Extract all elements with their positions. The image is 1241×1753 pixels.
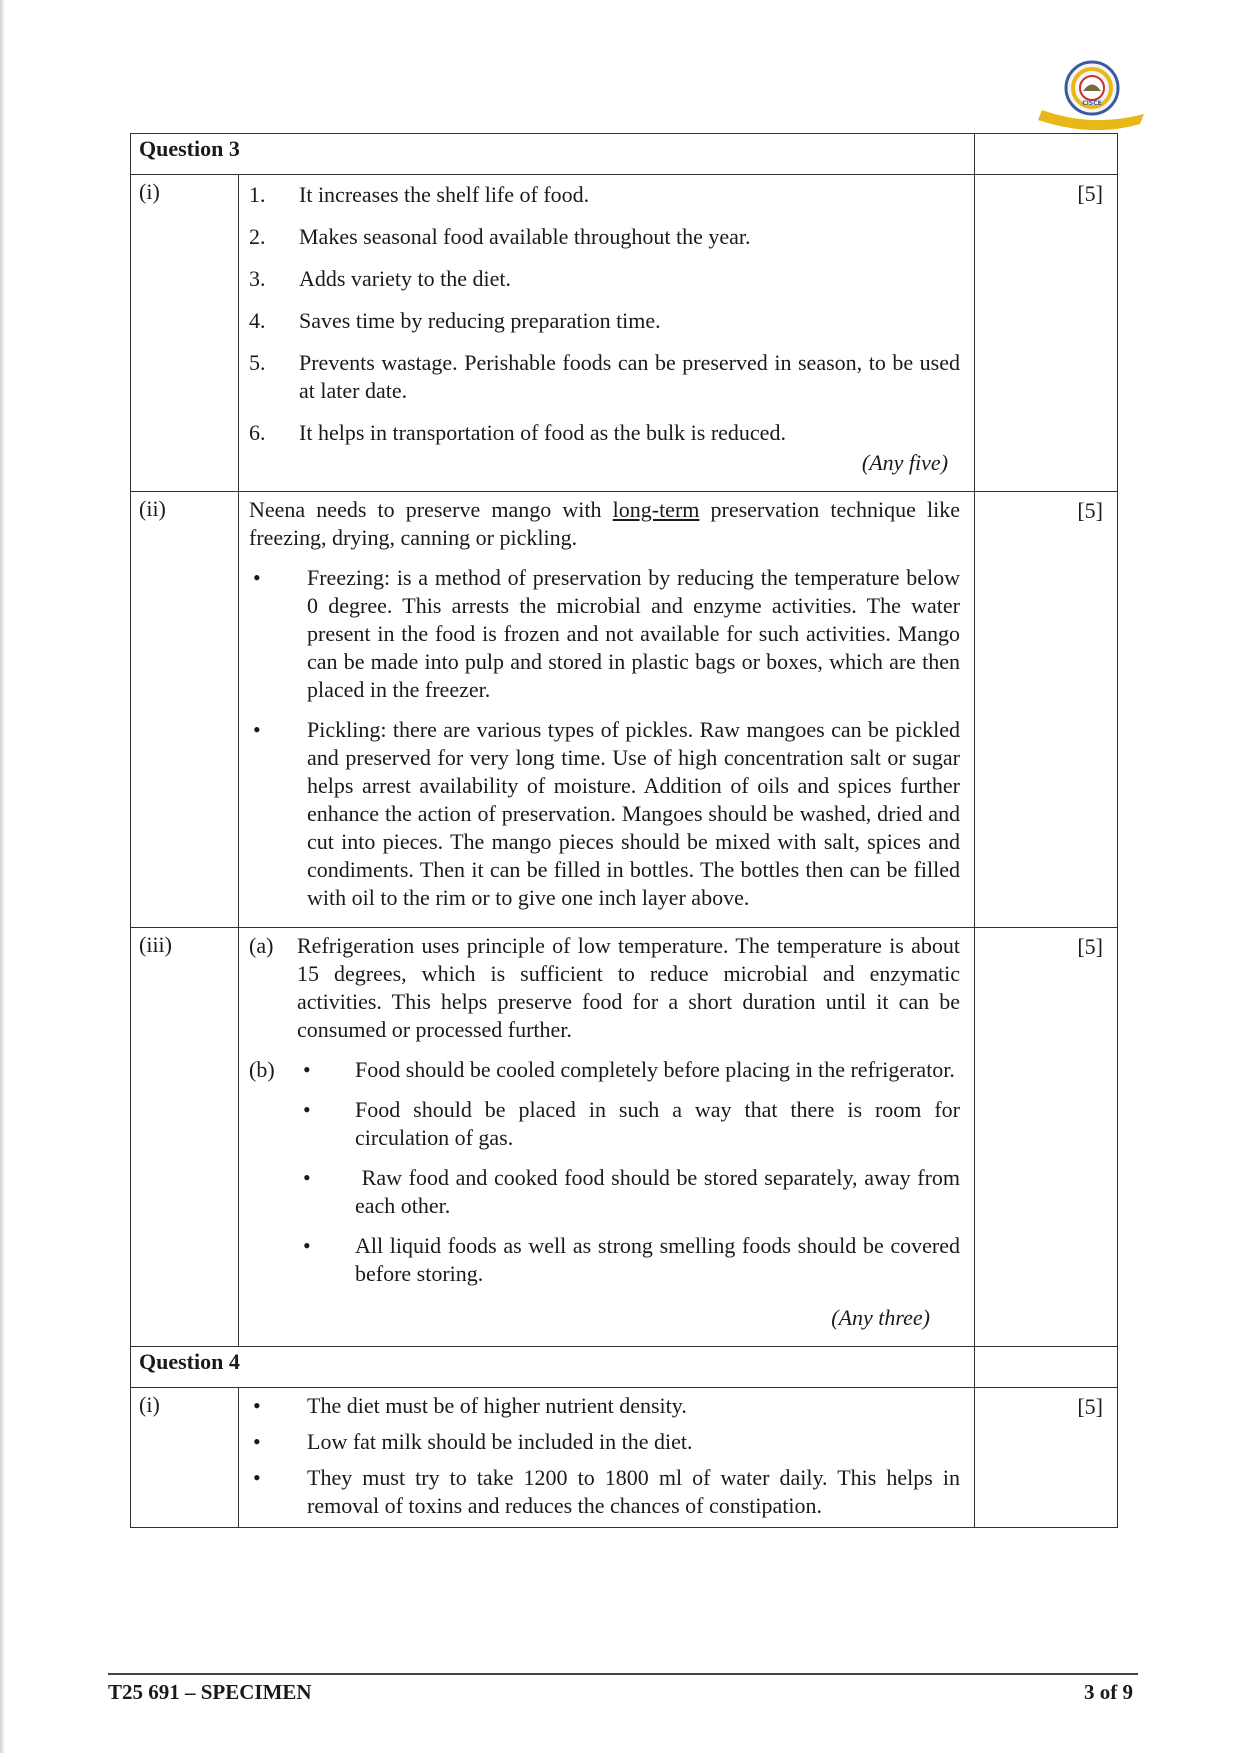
item-text: It increases the shelf life of food. <box>299 182 590 207</box>
bullet-text: Pickling: there are various types of pickles. Raw mangoes can be pickled and preserved for very long time. Use of high concentration salt or sugar helps arrest availability of moisture. Addition of oils and spices further enhance the action of preservation. Mangoes should be washed, dried and cut into pieces. The mango pieces should be mixed with salt, spices and condiments. Then it can be filled in bottles. The bottles then can be filled with oil to the rim or to give one inch layer above. <box>307 717 961 910</box>
item-text: Prevents wastage. Perishable foods can be preserved in season, to be used at later date. <box>299 350 961 403</box>
bullet-text: Low fat milk should be included in the diet. <box>307 1429 693 1454</box>
part-number: (ii) <box>139 496 166 521</box>
q4-part-i-row <box>131 1388 1118 1528</box>
marks-label: [5] <box>1077 181 1104 206</box>
bullet-icon: • <box>253 717 261 742</box>
bullet-text: The diet must be of higher nutrient density. <box>307 1393 687 1418</box>
sub-label: (b) <box>249 1057 275 1082</box>
part-number: (i) <box>139 1392 160 1417</box>
part-number: (i) <box>139 179 160 204</box>
underlined-term: long-term <box>612 497 700 522</box>
question-3-heading: Question 3 <box>131 134 975 175</box>
question-4-heading: Question 4 <box>131 1347 975 1388</box>
q3-part-i-row <box>131 175 1118 492</box>
bullet-icon: • <box>303 1233 311 1258</box>
bullet-freezing <box>249 564 960 704</box>
q3-part-ii-row <box>131 492 1118 928</box>
any-five-note: (Any five) <box>861 450 949 475</box>
answer-body <box>239 1392 974 1524</box>
list-item <box>249 307 960 335</box>
bullet-icon: • <box>253 1465 261 1490</box>
bullet-item <box>297 1096 960 1152</box>
list-item <box>249 223 960 251</box>
sub-label: (a) <box>249 933 274 958</box>
list-item <box>249 181 960 209</box>
bullet-item <box>297 1164 966 1220</box>
question-4-heading-row <box>131 1347 1118 1388</box>
item-number: 2. <box>249 224 266 249</box>
footer-divider <box>108 1673 1138 1675</box>
bullet-text: Food should be cooled completely before placing in the refrigerator. <box>355 1057 955 1082</box>
list-item <box>249 265 960 293</box>
bullet-icon: • <box>253 1429 261 1454</box>
marks-cell-empty <box>975 134 1118 175</box>
paper-code: T25 691 – SPECIMEN <box>108 1680 312 1704</box>
bullet-text: All liquid foods as well as strong smelling foods should be covered before storing. <box>355 1233 961 1286</box>
bullet-text: Food should be placed in such a way that there is room for circulation of gas. <box>355 1097 961 1150</box>
scan-edge <box>0 0 5 1753</box>
list-item <box>249 419 960 447</box>
any-three-note: (Any three) <box>831 1305 931 1330</box>
intro-text-start: Neena needs to preserve mango with <box>249 497 613 522</box>
answer-body <box>239 928 974 1346</box>
numbered-list <box>239 175 974 491</box>
page-number: 3 of 9 <box>1084 1680 1133 1704</box>
bullet-icon: • <box>303 1057 311 1082</box>
sub-text: Refrigeration uses principle of low temperature. The temperature is about 15 degrees, which is sufficient to reduce microbial and enzymatic activities. This helps preserve food for a short duration until it can be consumed or processed further. <box>297 933 961 1042</box>
cisce-logo <box>1036 58 1148 136</box>
item-text: Makes seasonal food available throughout the year. <box>299 224 751 249</box>
bullet-text: Freezing: is a method of preservation by reducing the temperature below 0 degree. This arrests the microbial and enzyme activities. The water present in the food is frozen and not available for such activities. Mango can be made into pulp and stored in plastic bags or boxes, which are then placed in the freezer. <box>307 565 961 702</box>
answer-body <box>239 492 974 916</box>
part-number: (iii) <box>139 932 172 957</box>
bullet-item <box>297 1056 960 1084</box>
logo-text: CISCE <box>1082 100 1102 107</box>
bullet-icon: • <box>253 1393 261 1418</box>
item-text: Adds variety to the diet. <box>299 266 512 291</box>
bullet-text: Raw food and cooked food should be stored separately, away from each other. <box>355 1165 966 1218</box>
item-number: 3. <box>249 266 266 291</box>
item-text: It helps in transportation of food as the bulk is reduced. <box>299 420 786 445</box>
marking-scheme <box>130 133 1117 1528</box>
bullet-icon: • <box>303 1165 311 1190</box>
intro-text-end: preservation technique like freezing, drying, canning or pickling. <box>249 497 961 550</box>
item-number: 4. <box>249 308 266 333</box>
marks-label: [5] <box>1077 934 1104 959</box>
intro-text <box>249 496 960 552</box>
marks-label: [5] <box>1077 1394 1104 1419</box>
answer-table <box>130 133 1118 1528</box>
item-number: 5. <box>249 350 266 375</box>
sub-part-a <box>249 932 960 1044</box>
item-text: Saves time by reducing preparation time. <box>299 308 661 333</box>
sub-part-b <box>249 1056 966 1300</box>
bullet-item <box>249 1392 960 1420</box>
q3-part-iii-row <box>131 928 1118 1347</box>
marks-label: [5] <box>1077 498 1104 523</box>
bullet-item <box>249 1464 960 1520</box>
bullet-icon: • <box>303 1097 311 1122</box>
bullet-item <box>249 1428 960 1456</box>
bullet-text: They must try to take 1200 to 1800 ml of water daily. This helps in removal of toxins and reduces the chances of constipation. <box>307 1465 961 1518</box>
item-number: 1. <box>249 182 266 207</box>
bullet-pickling <box>249 716 960 912</box>
sub-bullets <box>297 1056 966 1300</box>
list-item <box>249 349 960 405</box>
marks-cell-empty <box>975 1347 1118 1388</box>
bullet-item <box>297 1232 960 1288</box>
question-3-heading-row <box>131 134 1118 175</box>
bullet-icon: • <box>253 565 261 590</box>
item-number: 6. <box>249 420 266 445</box>
